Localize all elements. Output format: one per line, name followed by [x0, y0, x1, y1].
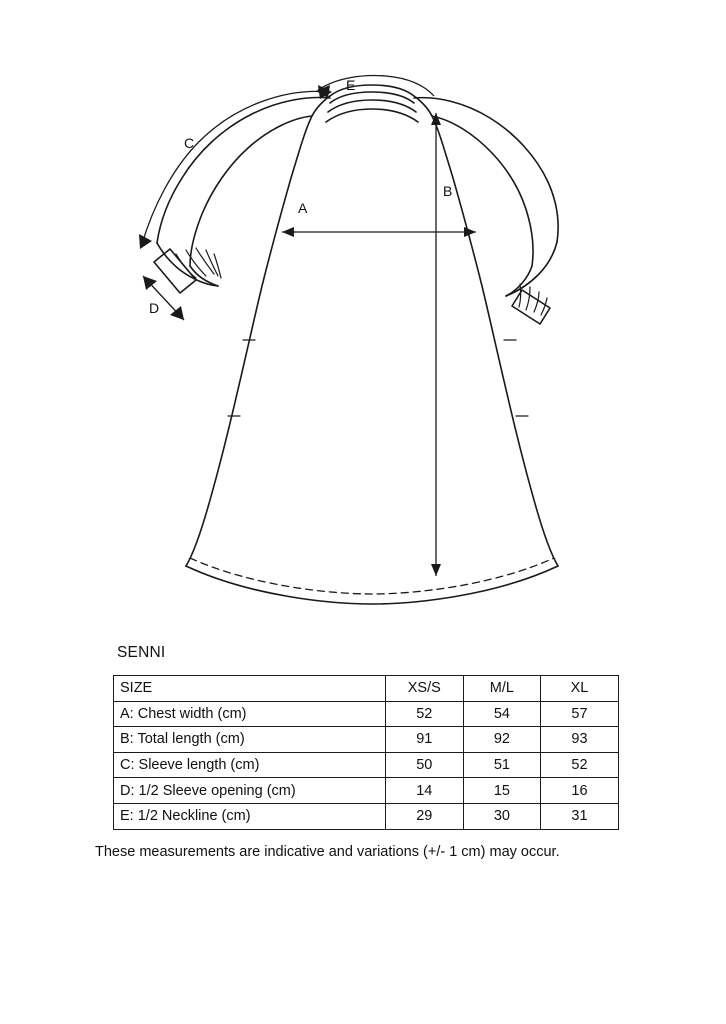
seam-notches	[228, 340, 528, 416]
measurement-disclaimer: These measurements are indicative and variations (+/- 1 cm) may occur.	[95, 844, 560, 860]
measurement-label: A: Chest width (cm)	[114, 701, 386, 727]
dress-body-outline	[186, 96, 558, 604]
table-row	[114, 752, 619, 778]
measurement-label: D: 1/2 Sleeve opening (cm)	[114, 778, 386, 804]
table-row	[114, 727, 619, 753]
measurement-value: 52	[386, 701, 464, 727]
table-header-m-l: M/L	[463, 676, 541, 702]
measurement-value: 92	[463, 727, 541, 753]
dimension-d-sleeve-opening	[143, 276, 184, 320]
measurement-value: 93	[541, 727, 619, 753]
product-title: SENNI	[117, 644, 166, 661]
measurement-value: 51	[463, 752, 541, 778]
measurement-value: 31	[541, 803, 619, 829]
dimension-a-chest-width	[282, 200, 476, 237]
dimension-label-e: E	[346, 77, 356, 93]
dimension-label-c: C	[184, 135, 195, 151]
measurement-value: 91	[386, 727, 464, 753]
size-table	[113, 675, 619, 830]
measurement-label: E: 1/2 Neckline (cm)	[114, 803, 386, 829]
measurement-label: C: Sleeve length (cm)	[114, 752, 386, 778]
table-header-size: SIZE	[114, 676, 386, 702]
measurement-value: 54	[463, 701, 541, 727]
measurement-value: 16	[541, 778, 619, 804]
measurement-value: 15	[463, 778, 541, 804]
table-header-xs-s: XS/S	[386, 676, 464, 702]
table-row	[114, 778, 619, 804]
table-row	[114, 701, 619, 727]
table-header-xl: XL	[541, 676, 619, 702]
measurement-value: 50	[386, 752, 464, 778]
measurement-value: 29	[386, 803, 464, 829]
dimension-b-total-length	[431, 113, 452, 576]
table-header-row	[114, 676, 619, 702]
measurement-value: 30	[463, 803, 541, 829]
dimension-e-neckline	[316, 76, 434, 98]
dimension-label-b: B	[443, 183, 453, 199]
size-table-container	[113, 675, 618, 830]
table-row	[114, 803, 619, 829]
measurement-value: 57	[541, 701, 619, 727]
dimension-label-d: D	[149, 300, 160, 316]
neckline	[326, 85, 418, 122]
measurement-label: B: Total length (cm)	[114, 727, 386, 753]
dimension-c-sleeve-length	[139, 85, 332, 249]
measurement-value: 52	[541, 752, 619, 778]
dimension-label-a: A	[298, 200, 308, 216]
left-sleeve	[154, 98, 330, 293]
measurement-value: 14	[386, 778, 464, 804]
